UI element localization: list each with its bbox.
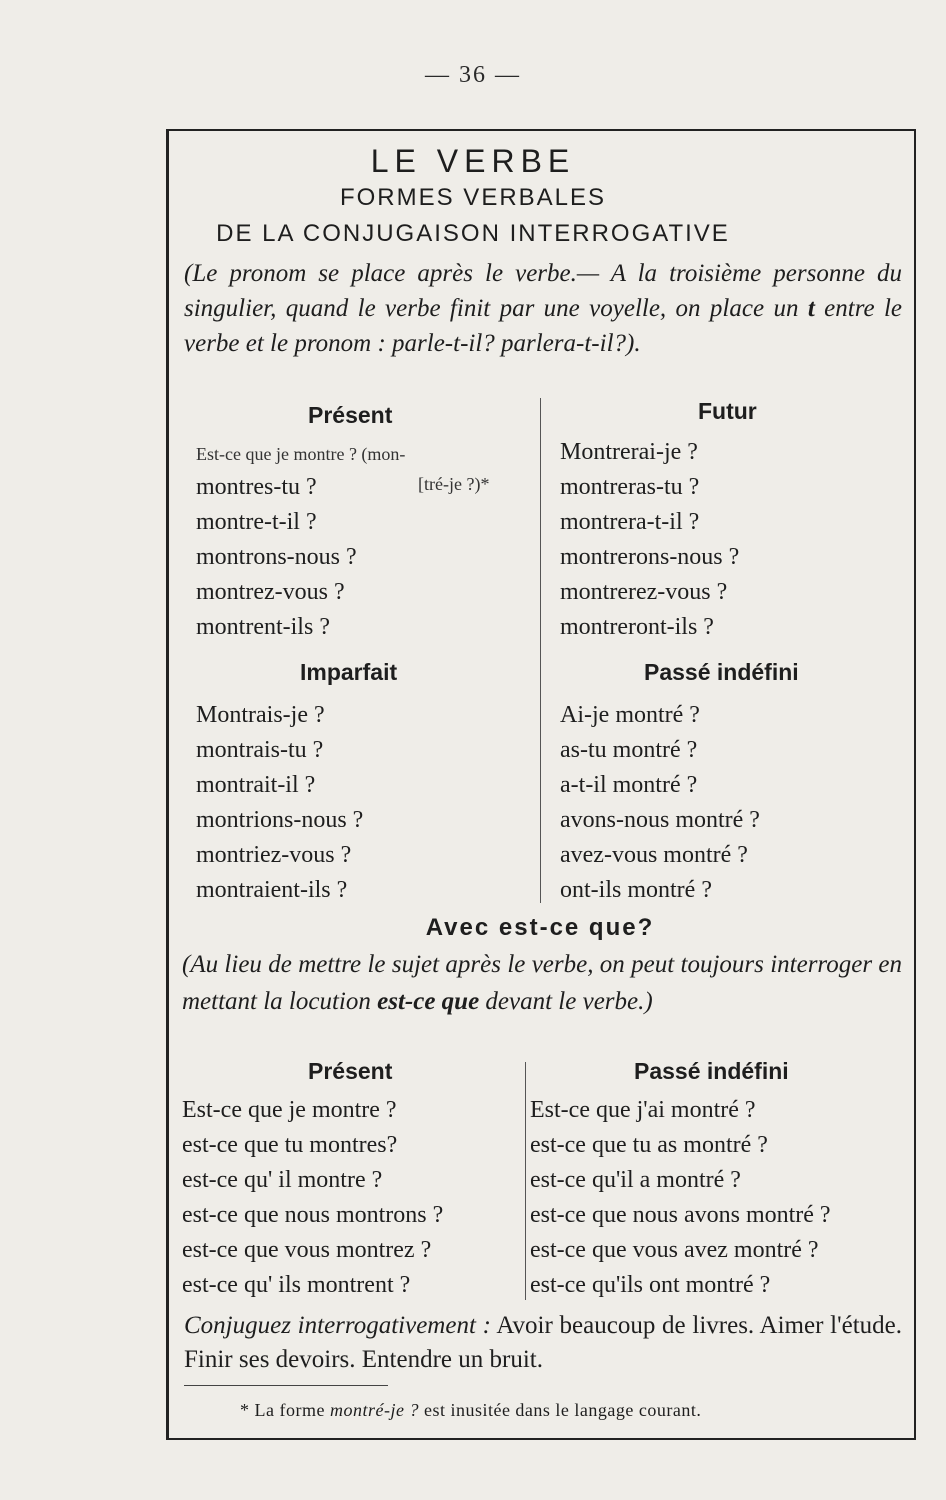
avec-passe-heading: Passé indéfini	[634, 1058, 789, 1084]
passe-indefini-heading: Passé indéfini	[644, 659, 799, 685]
futur-heading: Futur	[698, 398, 757, 424]
imparfait-heading: Imparfait	[300, 659, 398, 685]
passe-indefini-line: as-tu montré ?	[560, 737, 698, 763]
present-line: montrez-vous ?	[196, 579, 345, 605]
avec-passe-line: est-ce qu'ils ont montré ?	[530, 1272, 771, 1298]
imparfait-line: montrions-nous ?	[196, 807, 364, 833]
exercise	[184, 1309, 902, 1377]
avec-present-line: est-ce que vous montrez ?	[182, 1237, 432, 1263]
passe-indefini-line: Ai-je montré ?	[560, 702, 700, 728]
footnote-italic: montré-je ?	[329, 1400, 419, 1420]
avec-passe-line: Est-ce que j'ai montré ?	[530, 1097, 756, 1123]
avec-passe-line: est-ce que vous avez montré ?	[530, 1237, 819, 1263]
imparfait-line: montrait-il ?	[196, 772, 316, 798]
avec-present-line: est-ce que tu montres?	[182, 1132, 398, 1158]
futur-line: Montrerai-je ?	[560, 439, 698, 465]
footnote-post: est inusitée dans le langage courant.	[418, 1400, 702, 1420]
exercise-label: Conjuguez interrogativement :	[184, 1312, 491, 1339]
avec-passe-line: est-ce qu'il a montré ?	[530, 1167, 741, 1193]
passe-indefini-line: ont-ils montré ?	[560, 877, 712, 903]
avec-note-bold: est-ce que	[377, 988, 480, 1015]
avec-present-line: Est-ce que je montre ?	[182, 1097, 397, 1123]
footnote	[240, 1400, 701, 1421]
avec-present-heading: Présent	[308, 1058, 393, 1084]
footnote-rule	[184, 1385, 388, 1386]
avec-present-line: est-ce qu' ils montrent ?	[182, 1272, 411, 1298]
present-first-line-cont: [tré-je ?)*	[418, 474, 490, 494]
imparfait-line: Montrais-je ?	[196, 702, 325, 728]
imparfait-line: montriez-vous ?	[196, 842, 352, 868]
intro-text-post: entre le verbe et le pronom : parle-t-il? parlera-t-il?).	[184, 295, 903, 357]
imparfait-line: montraient-ils ?	[196, 877, 348, 903]
column-divider-bottom	[525, 1062, 526, 1300]
futur-line: montrerons-nous ?	[560, 544, 740, 570]
passe-indefini-line: avez-vous montré ?	[560, 842, 748, 868]
imparfait-line: montrais-tu ?	[196, 737, 324, 763]
futur-line: montreras-tu ?	[560, 474, 700, 500]
page-title: LE VERBE	[370, 143, 576, 179]
avec-heading: Avec est-ce que?	[425, 914, 655, 941]
avec-note	[182, 946, 902, 1020]
avec-note-pre: (Au lieu de mettre le sujet après le verbe, on peut toujours interroger en mettant la locution	[182, 951, 902, 1015]
column-divider-top	[540, 398, 541, 903]
futur-line: montrera-t-il ?	[560, 509, 700, 535]
subtitle-2: DE LA CONJUGAISON INTERROGATIVE	[216, 220, 730, 247]
present-first-line: Est-ce que je montre ? (mon-	[196, 444, 406, 464]
passe-indefini-line: a-t-il montré ?	[560, 772, 698, 798]
page-number: — 36 —	[425, 62, 521, 88]
present-line: montrent-ils ?	[196, 614, 330, 640]
present-line: montrons-nous ?	[196, 544, 357, 570]
futur-line: montreront-ils ?	[560, 614, 714, 640]
avec-present-line: est-ce qu' il montre ?	[182, 1167, 383, 1193]
intro-text-pre: (Le pronom se place après le verbe.— A la troisième personne du singulier, quand le verbe finit par une voyelle, on place un	[184, 260, 902, 322]
subtitle-1: FORMES VERBALES	[339, 184, 607, 211]
present-line: montres-tu ?	[196, 474, 317, 500]
footnote-pre: * La forme	[240, 1400, 330, 1420]
present-line: montre-t-il ?	[196, 509, 317, 535]
avec-present-line: est-ce que nous montrons ?	[182, 1202, 444, 1228]
passe-indefini-line: avons-nous montré ?	[560, 807, 760, 833]
intro-t-letter: t	[807, 295, 815, 322]
futur-line: montrerez-vous ?	[560, 579, 728, 605]
avec-passe-line: est-ce que nous avons montré ?	[530, 1202, 831, 1228]
avec-passe-line: est-ce que tu as montré ?	[530, 1132, 768, 1158]
avec-note-post: devant le verbe.)	[479, 988, 653, 1015]
exercise-text: Avoir beaucoup de livres. Aimer l'étude. Finir ses devoirs. Entendre un bruit.	[184, 1312, 902, 1373]
intro-note	[184, 256, 902, 361]
present-heading: Présent	[308, 402, 393, 428]
